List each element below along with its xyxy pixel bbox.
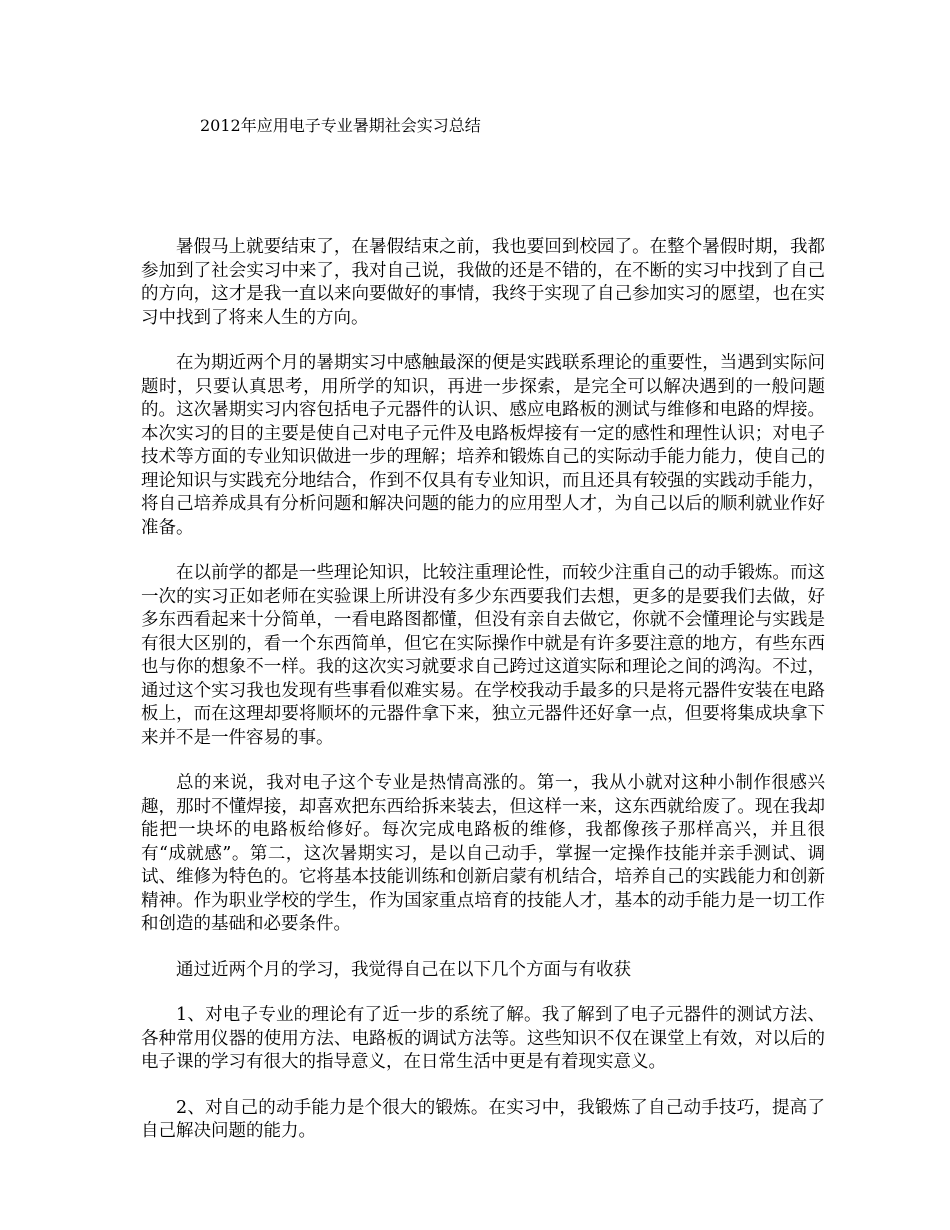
paragraph-hands-on: 在以前学的都是一些理论知识，比较注重理论性，而较少注重自己的动手锻炼。而这一次的实习正如老师在实验课上所讲没有多少东西要我们去想，更多的是要我们去做，好多东西看起来十分简单，一看电路图都懂，但没有亲自去做它，你就不会懂理论与实践是有很大区别的，看一个东西简单，但它在实际操作中就是有许多要注意的地方，有些东西也与你的想象不一样。我的这次实习就要求自己跨过这道实际和理论之间的鸿沟。不过，通过这个实习我也发现有些事看似难实易。在学校我动手最多的只是将元器件安装在电路板上，而在这理却要将顺坏的元器件拿下来，独立元器件还好拿一点，但要将集成块拿下来并不是一件容易的事。	[141, 563, 825, 748]
document-title: 2012年应用电子专业暑期社会实习总结	[200, 116, 481, 135]
paragraph-intro: 暑假马上就要结束了，在暑假结束之前，我也要回到校园了。在整个暑假时期，我都参加到了社会实习中来了，我对自己说，我做的还是不错的，在不断的实习中找到了自己的方向，这才是我一直以来向要做好的事情，我终于实现了自己参加实习的愿望，也在实习中找到了将来人生的方向。	[141, 237, 825, 328]
paragraph-practice-theory: 在为期近两个月的暑期实习中感触最深的便是实践联系理论的重要性，当遇到实际问题时，只要认真思考，用所学的知识，再进一步探索，是完全可以解决遇到的一般问题的。这次暑期实习内容包括电子元器件的认识、感应电路板的测试与维修和电路的焊接。本次实习的目的主要是使自己对电子元件及电路板焊接有一定的感性和理性认识；对电子技术等方面的专业知识做进一步的理解；培养和锻炼自己的实际动手能力能力，使自己的理论知识与实践充分地结合，作到不仅具有专业知识，而且还具有较强的实践动手能力，将自己培养成具有分析问题和解决问题的能力的应用型人才，为自己以后的顺利就业作好准备。	[141, 353, 825, 538]
document-body	[141, 236, 825, 1166]
paragraph-gains-intro: 通过近两个月的学习，我觉得自己在以下几个方面与有收获	[176, 959, 631, 980]
paragraph-enthusiasm: 总的来说，我对电子这个专业是热情高涨的。第一，我从小就对这种小制作很感兴趣，那时不懂焊接，却喜欢把东西给拆来装去，但这样一来，这东西就给废了。现在我却能把一块坏的电路板给修好。每次完成电路板的维修，我都像孩子那样高兴，并且很有“成就感”。第二，这次暑期实习，是以自己动手，掌握一定操作技能并亲手测试、调试、维修为特色的。它将基本技能训练和创新启蒙有机结合，培养自己的实践能力和创新精神。作为职业学校的学生，作为国家重点培育的技能人才，基本的动手能力是一切工作和创造的基础和必要条件。	[141, 773, 825, 934]
paragraph-gain-2: 2、对自己的动手能力是个很大的锻炼。在实习中，我锻炼了自己动手技巧，提高了自己解决问题的能力。	[141, 1097, 825, 1141]
paragraph-gain-1: 1、对电子专业的理论有了近一步的系统了解。我了解到了电子元器件的测试方法、各种常用仪器的使用方法、电路板的调试方法等。这些知识不仅在课堂上有效，对以后的电子课的学习有很大的指导意义，在日常生活中更是有着现实意义。	[141, 1005, 825, 1072]
